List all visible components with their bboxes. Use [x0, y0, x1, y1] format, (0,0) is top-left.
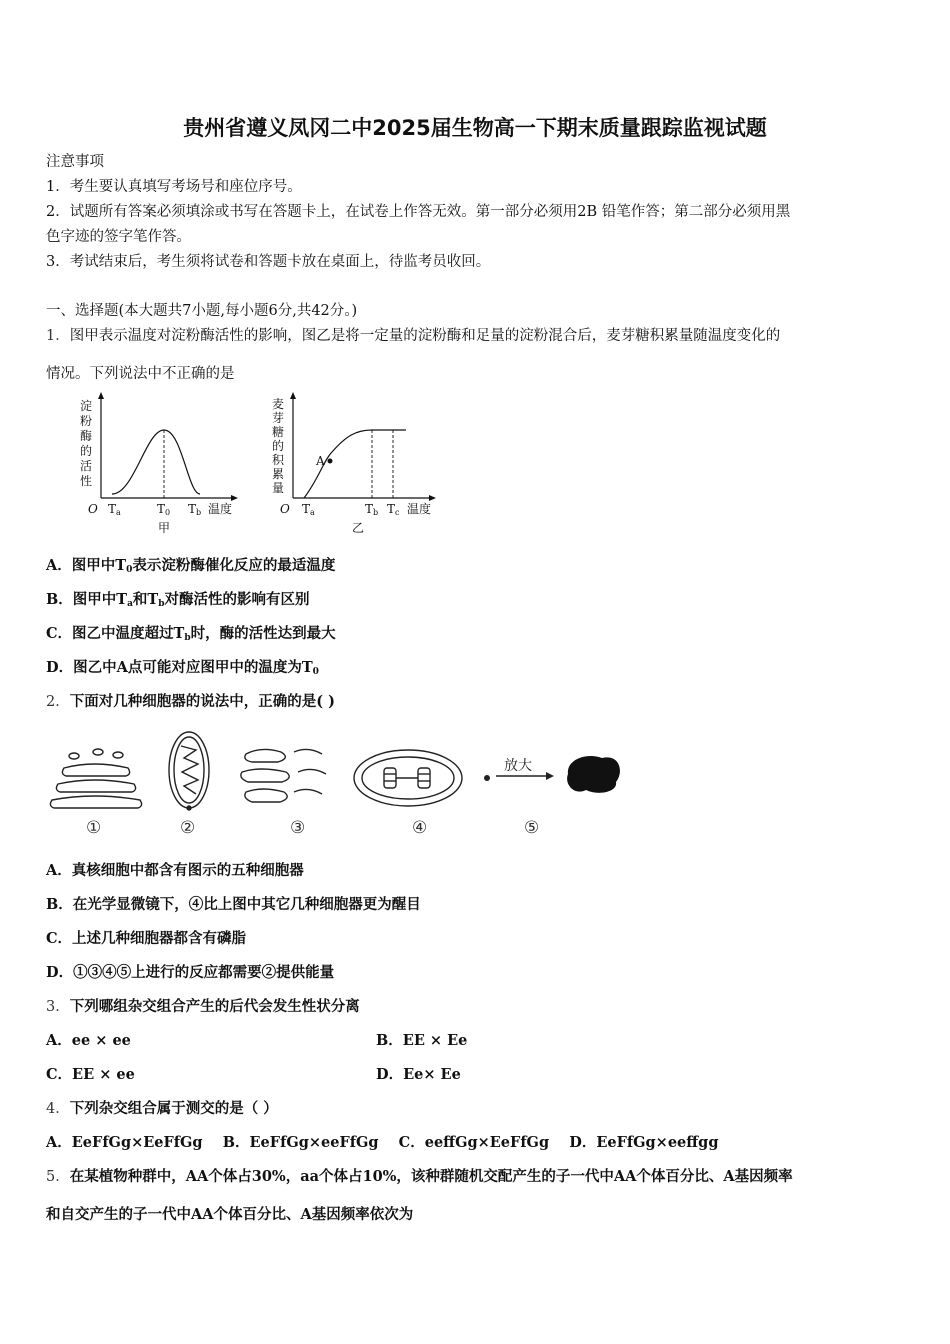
organelle-label-3: ③	[290, 818, 306, 838]
q1-option-a: A．图甲中$T_0$表示淀粉酶催化反应的最适温度	[46, 557, 336, 575]
notice-item-3: 3．考试结束后，考生须将试卷和答题卡放在桌面上，待监考员收回。	[46, 254, 491, 270]
q2-option-b: B．在光学显微镜下，④比上图中其它几种细胞器更为醒目	[46, 896, 421, 913]
graph-jia	[74, 390, 244, 540]
q3-option-b: B．EE × Ee	[376, 1032, 468, 1049]
graph-yi-ylabel-6: 累	[272, 467, 285, 481]
notice-item-2: 2．试题所有答案必须填涂或书写在答题卡上，在试卷上作答无效。第一部分必须用2B 铅笔作答；第二部分必须用黑	[46, 204, 791, 220]
q3-option-d: D．Ee× Ee	[376, 1066, 461, 1083]
graph-yi-ylabel-1: 麦	[272, 397, 285, 411]
exam-title: 贵州省遵义凤冈二中2025届生物高一下期末质量跟踪监视试题	[183, 116, 767, 140]
q2-option-d: D．①③④⑤上进行的反应都需要②提供能量	[46, 964, 335, 981]
q5-stem-line2: 和自交产生的子一代中AA个体百分比、A基因频率依次为	[46, 1206, 414, 1223]
graph-yi-point-a	[328, 459, 333, 464]
q2-option-a: A．真核细胞中都含有图示的五种细胞器	[46, 862, 304, 879]
organelle-label-4: ④	[412, 818, 428, 838]
graph-jia-origin: O	[88, 502, 98, 516]
graph-yi-ylabel-2: 芽	[272, 411, 285, 425]
graph-yi-ylabel-4: 的	[272, 439, 285, 453]
graph-jia-caption: 甲	[158, 521, 171, 535]
q4-number: 4．	[46, 1101, 70, 1117]
graph-yi-tick-tc: Tc	[387, 502, 400, 517]
organelle-arrow-label: 放大	[504, 758, 532, 774]
graph-yi-tick-tb: Tb	[365, 502, 379, 517]
graph-jia-tick-tb: Tb	[188, 502, 202, 517]
graph-jia-y-arrow	[98, 392, 104, 399]
organelle-er	[241, 749, 326, 802]
graph-yi-x-arrow	[429, 495, 436, 501]
q1-option-c: C．图乙中温度超过$T_b$时，酶的活性达到最大	[46, 625, 336, 643]
graph-jia-ylabel-4: 的	[80, 444, 93, 458]
q5-stem-line1: 5．在某植物种群中，AA个体占30%，aa个体占10%，该种群随机交配产生的子一代中AA个体百分比、A基因频率	[46, 1168, 793, 1185]
graph-jia-x-arrow	[231, 495, 238, 501]
graph-yi-ylabel-3: 糖	[272, 425, 285, 439]
q1-option-b: B．图甲中$T_a$和$T_b$对酶活性的影响有区别	[46, 591, 310, 609]
graph-yi-xlabel: 温度	[407, 502, 432, 516]
organelle-figure	[46, 724, 636, 844]
q3-option-a: A．ee × ee	[46, 1032, 131, 1049]
graph-yi	[266, 390, 446, 540]
graph-jia-xlabel: 温度	[208, 502, 233, 516]
graph-jia-ylabel-3: 酶	[80, 429, 93, 443]
q2-option-c: C．上述几种细胞器都含有磷脂	[46, 930, 247, 947]
q1-option-d: D．图乙中A点可能对应图甲中的温度为$T_0$	[46, 659, 319, 677]
graph-jia-tick-t0: T0	[157, 502, 171, 517]
graph-yi-caption: 乙	[352, 521, 365, 535]
q1-stem-line1	[46, 326, 780, 346]
graph-yi-origin: O	[280, 502, 290, 516]
organelle-golgi	[50, 749, 141, 808]
graph-yi-point-label: A	[316, 454, 325, 468]
organelle-label-2: ②	[180, 818, 196, 838]
graph-yi-y-arrow	[290, 392, 296, 399]
notice-item-1: 1．考生要认真填写考场号和座位序号。	[46, 179, 302, 195]
organelle-chloroplast	[354, 750, 462, 806]
q1-stem-line2: 情况。下列说法中不正确的是	[46, 366, 235, 382]
q2-number: 2．	[46, 694, 70, 710]
section-heading: 一、选择题(本大题共7小题,每小题6分,共42分。)	[46, 303, 358, 319]
q3-number: 3．	[46, 999, 70, 1015]
graph-yi-tick-ta: Ta	[302, 502, 315, 517]
q3-stem: 3．下列哪组杂交组合产生的后代会发生性状分离	[46, 998, 360, 1015]
q3-option-c: C．EE × ee	[46, 1066, 135, 1083]
graph-jia-ylabel-5: 活	[80, 459, 93, 473]
organelle-label-1: ①	[86, 818, 102, 838]
organelle-label-5: ⑤	[524, 818, 540, 838]
q4-options: A．EeFfGg×EeFfGg B．EeFfGg×eeFfGg C．eeffGg×EeFfGg D．EeFfGg×eeffgg	[46, 1134, 719, 1151]
graph-jia-ylabel-2: 粉	[80, 414, 93, 428]
graph-yi-ylabel-5: 积	[272, 453, 285, 467]
graph-jia-ylabel-1: 淀	[80, 399, 93, 413]
notice-heading: 注意事项	[46, 154, 104, 170]
graph-yi-ylabel-7: 量	[272, 481, 285, 495]
q2-stem: 2．下面对几种细胞器的说法中，正确的是( )	[46, 693, 336, 710]
organelle-mitochondrion	[169, 732, 209, 810]
q4-stem: 4．下列杂交组合属于测交的是（ ）	[46, 1100, 278, 1117]
graph-jia-curve	[112, 430, 200, 494]
q1-stem-text-1: 图甲表示温度对淀粉酶活性的影响，图乙是将一定量的淀粉酶和足量的淀粉混合后，麦芽糖积累量随温度变化的	[69, 328, 781, 344]
q1-number: 1．	[46, 328, 70, 344]
graph-jia-ylabel-6: 性	[80, 474, 93, 488]
organelle-ribosome	[484, 756, 620, 793]
q5-number: 5．	[46, 1169, 70, 1185]
notice-item-2-cont: 色字迹的签字笔作答。	[46, 229, 191, 245]
graph-jia-tick-ta: Ta	[108, 502, 121, 517]
